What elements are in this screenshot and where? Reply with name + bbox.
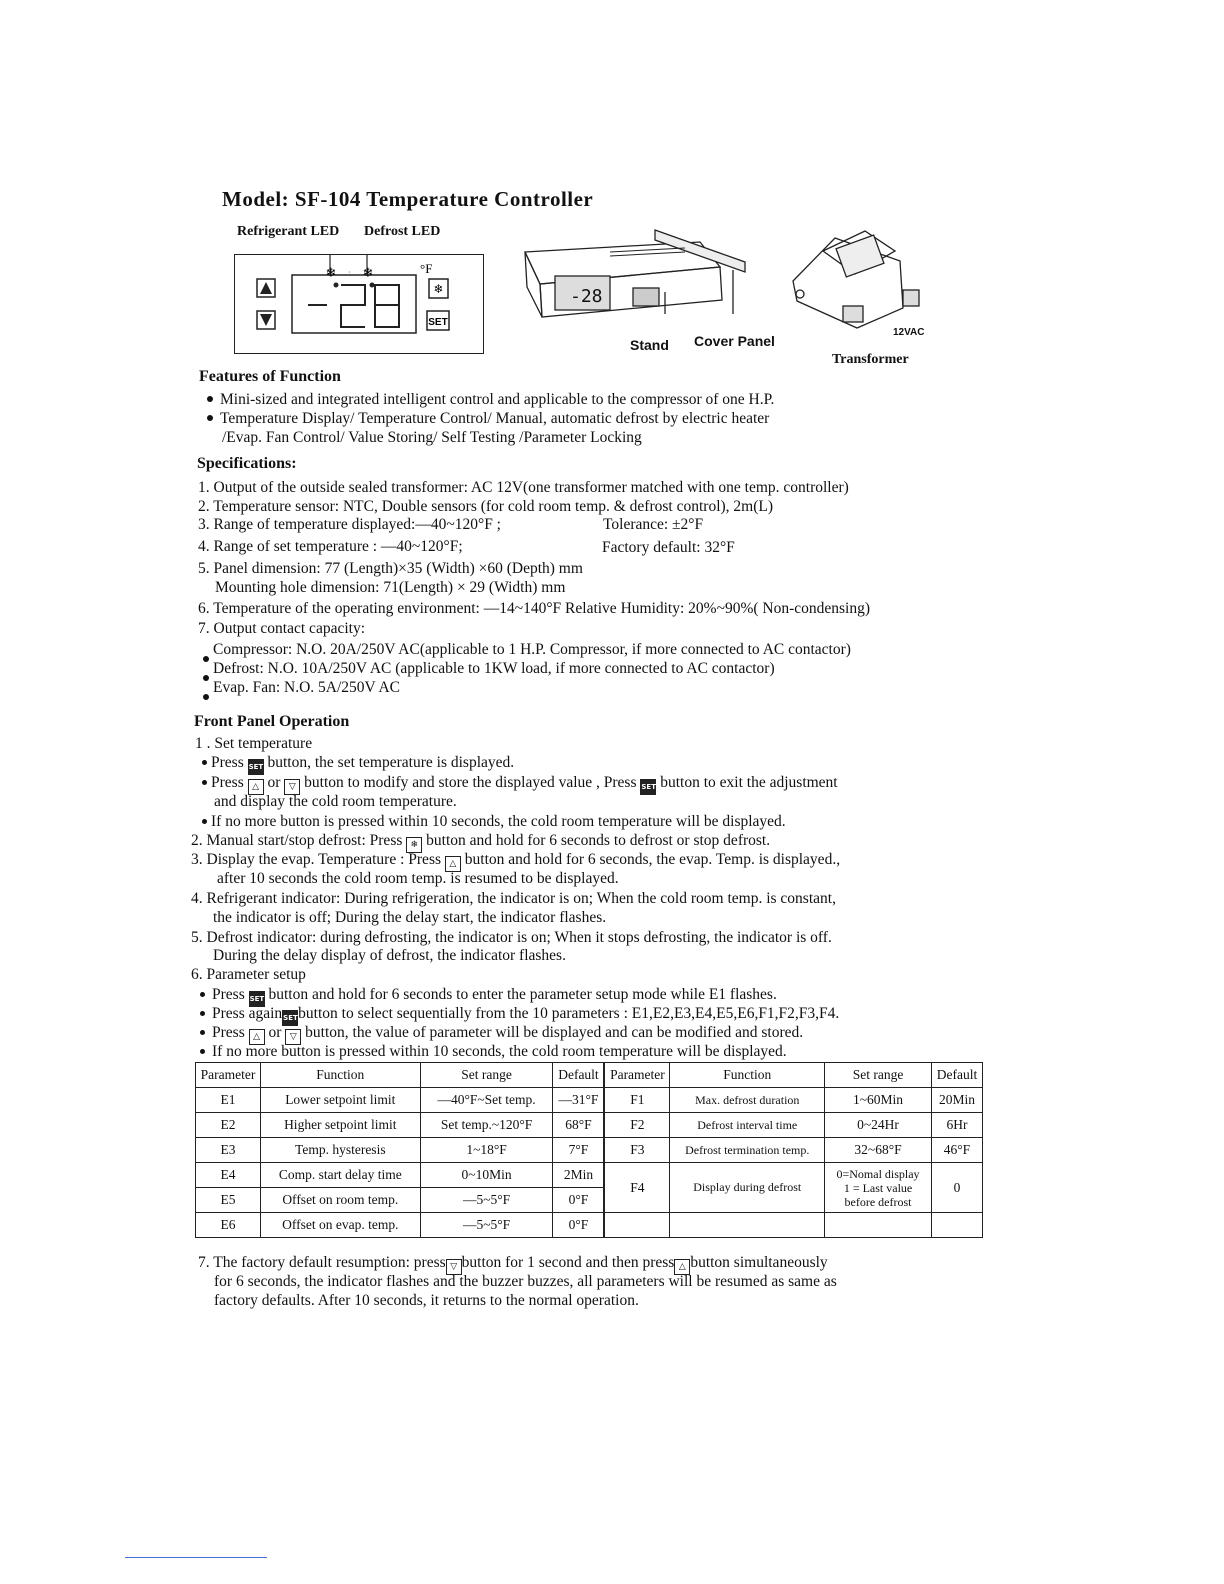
param-function: Temp. hysteresis <box>260 1138 420 1163</box>
defrost-led-label: Defrost LED <box>364 224 441 239</box>
spec-output-fan: Evap. Fan: N.O. 5A/250V AC <box>203 678 400 700</box>
fp-line: If no more button is pressed within 10 seconds, the cold room temperature will be displayed. <box>200 1042 787 1061</box>
up-arrow-icon: △ <box>249 1029 265 1045</box>
param-default: 0 <box>931 1163 982 1213</box>
param-function: Comp. start delay time <box>260 1163 420 1188</box>
down-arrow-icon: ▽ <box>446 1259 462 1275</box>
param-code: E1 <box>196 1088 261 1113</box>
fp-line: Press △ or ▽ button to modify and store the displayed value , Press SET button to exit the adjustment <box>202 773 838 795</box>
empty-cell <box>931 1213 982 1238</box>
param-range: —5~5°F <box>420 1188 553 1213</box>
svg-text:·: · <box>348 268 351 277</box>
fp-line: 1 . Set temperature <box>195 735 313 752</box>
empty-cell <box>670 1213 825 1238</box>
param-code: E6 <box>196 1213 261 1238</box>
fp-line: 4. Refrigerant indicator: During refrigeration, the indicator is on; When the cold room temp. is constant, <box>191 890 836 907</box>
feature-item: Mini-sized and integrated intelligent control and applicable to the compressor of one H.P. <box>207 390 774 409</box>
up-arrow-icon: △ <box>674 1259 690 1275</box>
spec-output-defrost: Defrost: N.O. 10A/250V AC (applicable to 1KW load, if more connected to AC contactor) <box>203 659 775 681</box>
cover-panel-label: Cover Panel <box>694 333 775 349</box>
specs-heading: Specifications: <box>197 455 297 472</box>
col-header: Default <box>931 1063 982 1088</box>
fp-line: and display the cold room temperature. <box>214 793 457 810</box>
fp-line: Press SET button and hold for 6 seconds to enter the parameter setup mode while E1 flashes. <box>200 985 777 1007</box>
feature-item-continued: /Evap. Fan Control/ Value Storing/ Self Testing /Parameter Locking <box>222 429 642 446</box>
table-row <box>196 1213 983 1238</box>
param-default: 0°F <box>553 1188 604 1213</box>
param-range: —40°F~Set temp. <box>420 1088 553 1113</box>
transformer-drawing <box>785 226 925 338</box>
parameter-table <box>195 1062 983 1238</box>
spec-line: 2. Temperature sensor: NTC, Double sensors (for cold room temp. & defrost control), 2m(L) <box>198 498 774 515</box>
set-key-icon: SET <box>640 779 656 795</box>
down-arrow-icon: ▽ <box>284 779 300 795</box>
param-default: 6Hr <box>931 1113 982 1138</box>
footer-line: factory defaults. After 10 seconds, it returns to the normal operation. <box>214 1292 639 1309</box>
spec-line: 3. Range of temperature displayed:—40~120°F ; <box>198 516 501 533</box>
param-default: 68°F <box>553 1113 604 1138</box>
param-default: 46°F <box>931 1138 982 1163</box>
spec-line: 6. Temperature of the operating environment: —14~140°F Relative Humidity: 20%~90%( Non-condensing) <box>198 600 871 617</box>
feature-item: Temperature Display/ Temperature Control/ Manual, automatic defrost by electric heater <box>207 409 769 428</box>
spec-output-compressor: Compressor: N.O. 20A/250V AC(applicable to 1 H.P. Compressor, if more connected to AC contactor) <box>203 640 851 662</box>
param-function: Defrost interval time <box>670 1113 825 1138</box>
col-header: Parameter <box>196 1063 261 1088</box>
spec-line: 5. Panel dimension: 77 (Length)×35 (Width) ×60 (Depth) mm <box>198 560 583 577</box>
col-header: Set range <box>420 1063 553 1088</box>
param-function: Lower setpoint limit <box>260 1088 420 1113</box>
param-default: 0°F <box>553 1213 604 1238</box>
spec-factory-default: Factory default: 32°F <box>602 539 735 556</box>
svg-text:°F: °F <box>420 261 433 276</box>
col-header: Function <box>670 1063 825 1088</box>
param-code: F4 <box>604 1163 669 1213</box>
col-header: Function <box>260 1063 420 1088</box>
param-code: F1 <box>604 1088 669 1113</box>
up-arrow-icon: △ <box>248 779 264 795</box>
fp-line: the indicator is off; During the delay start, the indicator flashes. <box>213 909 607 926</box>
param-range: 32~68°F <box>825 1138 932 1163</box>
table-row <box>196 1088 983 1113</box>
fp-line: Press SET button, the set temperature is displayed. <box>202 753 514 775</box>
transformer-voltage: 12VAC <box>893 327 925 338</box>
defrost-snowflake-icon: ❄ <box>406 837 422 853</box>
param-function: Display during defrost <box>670 1163 825 1213</box>
col-header: Default <box>553 1063 604 1088</box>
spec-line: 7. Output contact capacity: <box>198 620 365 637</box>
col-header: Parameter <box>604 1063 669 1088</box>
spec-line: 4. Range of set temperature : —40~120°F; <box>198 538 463 555</box>
svg-text:SET: SET <box>428 317 448 328</box>
front-panel-heading: Front Panel Operation <box>194 713 350 730</box>
param-range: Set temp.~120°F <box>420 1113 553 1138</box>
table-row <box>196 1163 983 1188</box>
svg-text:❄: ❄ <box>433 282 444 296</box>
param-function: Higher setpoint limit <box>260 1113 420 1138</box>
param-code: F2 <box>604 1113 669 1138</box>
refrigerant-led-label: Refrigerant LED <box>237 224 340 239</box>
spec-tolerance: Tolerance: ±2°F <box>603 516 704 533</box>
spec-line: 1. Output of the outside sealed transformer: AC 12V(one transformer matched with one temp. controller) <box>198 479 849 496</box>
defrost-snowflake-icon: ❄ <box>362 266 374 281</box>
stand-label: Stand <box>630 337 669 353</box>
param-default: 7°F <box>553 1138 604 1163</box>
set-key-icon: SET <box>249 991 265 1007</box>
param-code: E5 <box>196 1188 261 1213</box>
page-footnote-rule <box>125 1557 267 1558</box>
param-function: Defrost termination temp. <box>670 1138 825 1163</box>
footer-line: for 6 seconds, the indicator flashes and the buzzer buzzes, all parameters will be resumed as same as <box>214 1273 837 1290</box>
param-code: E3 <box>196 1138 261 1163</box>
refrigerant-snowflake-icon: ❄ <box>325 266 337 281</box>
fp-line: If no more button is pressed within 10 seconds, the cold room temperature will be displayed. <box>202 812 786 831</box>
empty-cell <box>825 1213 932 1238</box>
param-range: 0=Nomal display 1 = Last value before defrost <box>825 1163 932 1213</box>
param-function: Offset on evap. temp. <box>260 1213 420 1238</box>
param-range: —5~5°F <box>420 1213 553 1238</box>
transformer-label: Transformer <box>832 352 909 367</box>
param-range: 1~18°F <box>420 1138 553 1163</box>
set-key-icon: SET <box>248 759 264 775</box>
fp-line: 6. Parameter setup <box>191 966 306 983</box>
controller-perspective-drawing <box>515 222 775 342</box>
table-row <box>196 1138 983 1163</box>
table-row <box>196 1113 983 1138</box>
features-heading: Features of Function <box>199 368 341 385</box>
fp-line: Press △ or ▽ button, the value of parameter will be displayed and can be modified and stored. <box>200 1023 803 1045</box>
col-header: Set range <box>825 1063 932 1088</box>
fp-line: 3. Display the evap. Temperature : Press △ button and hold for 6 seconds, the evap. Temp. is displayed., <box>191 850 840 872</box>
table-header-row <box>196 1063 983 1088</box>
front-panel-drawing <box>235 255 483 353</box>
param-code: F3 <box>604 1138 669 1163</box>
down-arrow-icon: ▽ <box>285 1029 301 1045</box>
spec-line: Mounting hole dimension: 71(Length) × 29 (Width) mm <box>215 579 566 596</box>
param-default: 20Min <box>931 1088 982 1113</box>
set-key-icon: SET <box>282 1010 298 1026</box>
param-code: E4 <box>196 1163 261 1188</box>
footer-line: 7. The factory default resumption: press ▽ button for 1 second and then press △ button simultaneously <box>198 1253 828 1275</box>
param-range: 0~24Hr <box>825 1113 932 1138</box>
empty-cell <box>604 1213 669 1238</box>
up-arrow-icon: △ <box>445 856 461 872</box>
fp-line: 5. Defrost indicator: during defrosting, the indicator is on; When it stops defrosting, the indicator is off. <box>191 929 832 946</box>
fp-line: 2. Manual start/stop defrost: Press ❄ button and hold for 6 seconds to defrost or stop defrost. <box>191 831 770 853</box>
svg-text:-28: -28 <box>570 286 603 307</box>
page-title: Model: SF-104 Temperature Controller <box>222 187 594 211</box>
param-code: E2 <box>196 1113 261 1138</box>
fp-line: after 10 seconds the cold room temp. is resumed to be displayed. <box>217 870 619 887</box>
param-range: 1~60Min <box>825 1088 932 1113</box>
param-range: 0~10Min <box>420 1163 553 1188</box>
controller-front-panel <box>234 254 484 354</box>
fp-line: Press againSETbutton to select sequentially from the 10 parameters : E1,E2,E3,E4,E5,E6,F1,F2,F3,F4. <box>200 1004 839 1026</box>
param-function: Offset on room temp. <box>260 1188 420 1213</box>
param-function: Max. defrost duration <box>670 1088 825 1113</box>
param-default: —31°F <box>553 1088 604 1113</box>
param-default: 2Min <box>553 1163 604 1188</box>
fp-line: During the delay display of defrost, the indicator flashes. <box>213 947 566 964</box>
